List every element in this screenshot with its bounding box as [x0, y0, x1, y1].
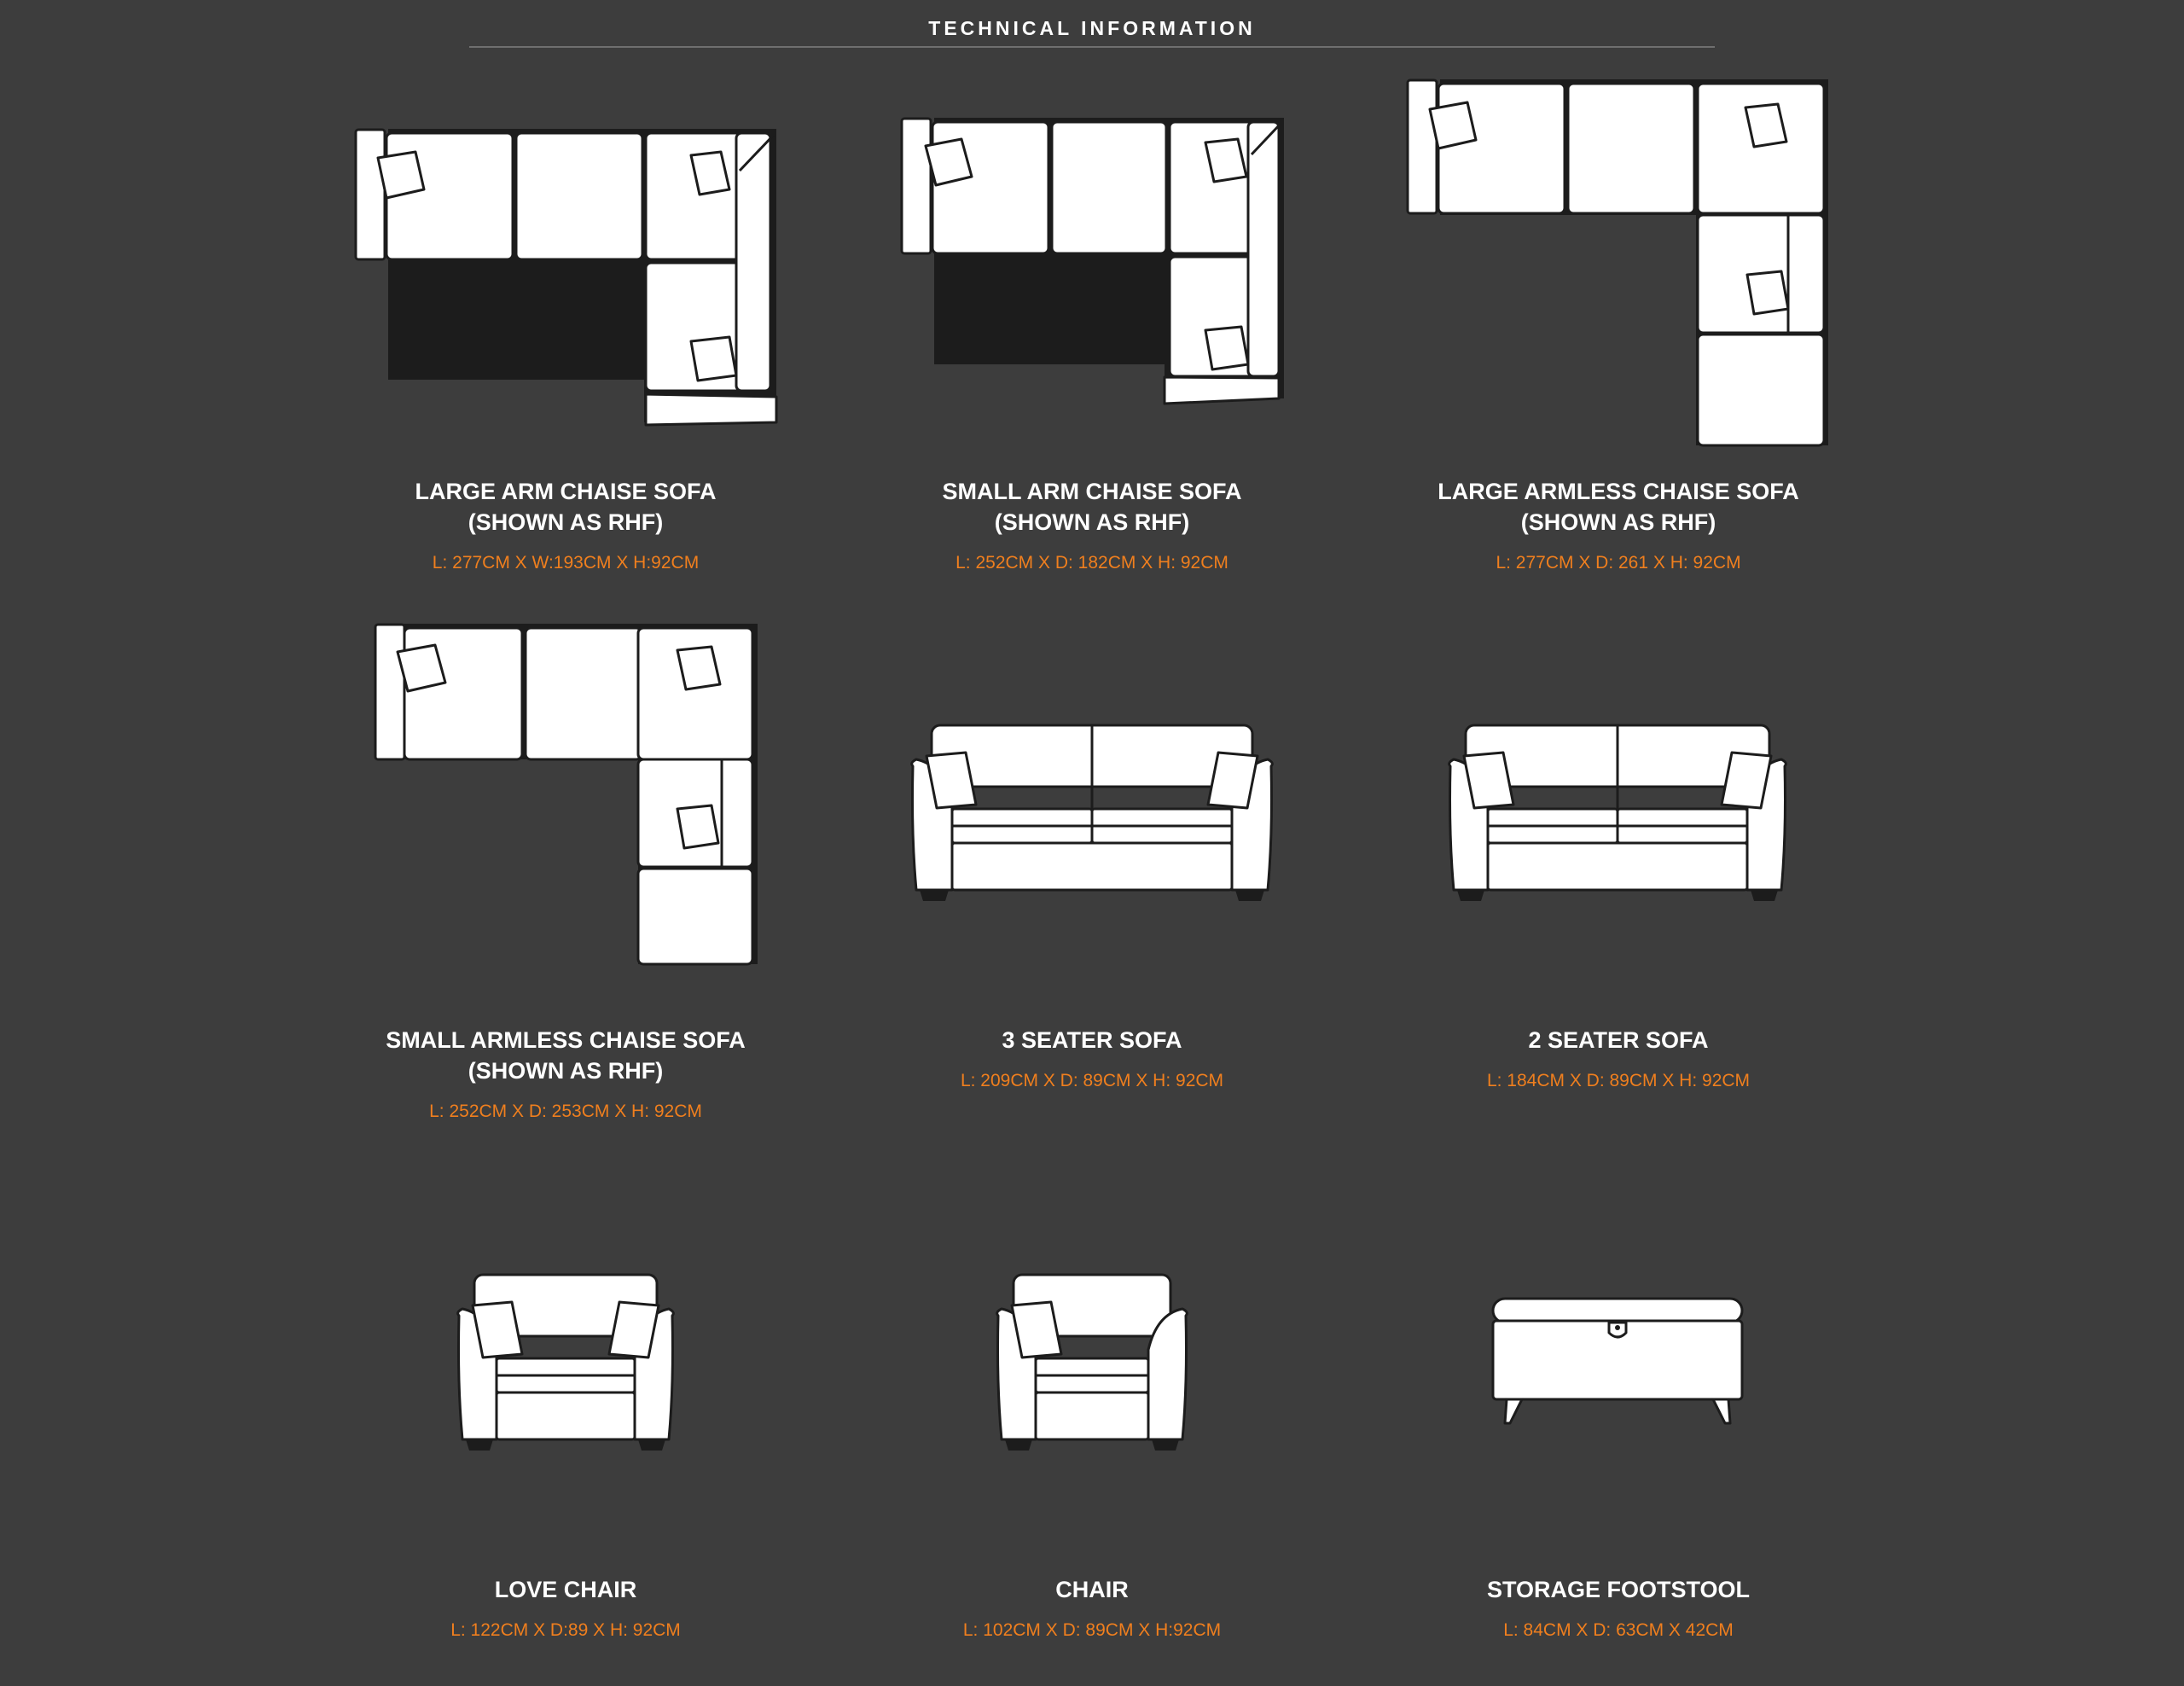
product-dimensions: L: 84CM X D: 63CM X 42CM	[1503, 1620, 1734, 1640]
product-dimensions: L: 122CM X D:89 X H: 92CM	[450, 1620, 681, 1640]
product-name-subline: (SHOWN AS RHF)	[468, 509, 664, 535]
small-arm-chaise-sofa-diagram	[900, 117, 1292, 411]
product-name	[1345, 1025, 1891, 1055]
product-name	[293, 1574, 839, 1605]
product-name-line: STORAGE FOOTSTOOL	[1486, 1577, 1751, 1602]
large-armless-chaise-sofa-diagram	[1406, 78, 1833, 454]
product-name-subline: (SHOWN AS RHF)	[468, 1058, 664, 1084]
product-name-line: 2 SEATER SOFA	[1528, 1027, 1709, 1053]
three-seater-sofa-diagram	[908, 724, 1276, 903]
product-dimensions: L: 102CM X D: 89CM X H:92CM	[962, 1620, 1222, 1640]
product-name-line: CHAIR	[1055, 1577, 1129, 1602]
product-name	[293, 476, 839, 538]
product-name-line: SMALL ARM CHAISE SOFA	[942, 479, 1242, 504]
product-name	[819, 476, 1365, 538]
product-name	[1345, 476, 1891, 538]
product-name	[819, 1025, 1365, 1055]
product-dimensions: L: 209CM X D: 89CM X H: 92CM	[960, 1071, 1224, 1090]
storage-footstool-diagram	[1490, 1297, 1745, 1425]
product-name-line: LARGE ARM CHAISE SOFA	[415, 479, 717, 504]
small-armless-chaise-sofa-diagram	[374, 623, 766, 973]
product-dimensions: L: 252CM X D: 182CM X H: 92CM	[956, 553, 1228, 573]
product-name-subline: (SHOWN AS RHF)	[1520, 509, 1716, 535]
product-dimensions: L: 277CM X W:193CM X H:92CM	[432, 553, 700, 573]
large-arm-chaise-sofa-diagram	[354, 128, 781, 431]
product-name-line: SMALL ARMLESS CHAISE SOFA	[386, 1027, 746, 1053]
product-name-line: LARGE ARMLESS CHAISE SOFA	[1438, 479, 1799, 504]
page-title: TECHNICAL INFORMATION	[928, 17, 1256, 39]
chair-diagram	[993, 1273, 1191, 1452]
love-chair-diagram	[454, 1273, 677, 1452]
two-seater-sofa-diagram	[1445, 724, 1790, 903]
product-name	[1345, 1574, 1891, 1605]
product-name-line: 3 SEATER SOFA	[1002, 1027, 1182, 1053]
product-dimensions: L: 277CM X D: 261 X H: 92CM	[1496, 553, 1741, 573]
product-name-line: LOVE CHAIR	[494, 1577, 637, 1602]
product-name	[819, 1574, 1365, 1605]
product-name	[293, 1025, 839, 1086]
product-dimensions: L: 184CM X D: 89CM X H: 92CM	[1486, 1071, 1751, 1090]
product-name-subline: (SHOWN AS RHF)	[994, 509, 1190, 535]
title-divider	[469, 46, 1715, 48]
product-dimensions: L: 252CM X D: 253CM X H: 92CM	[429, 1102, 702, 1121]
